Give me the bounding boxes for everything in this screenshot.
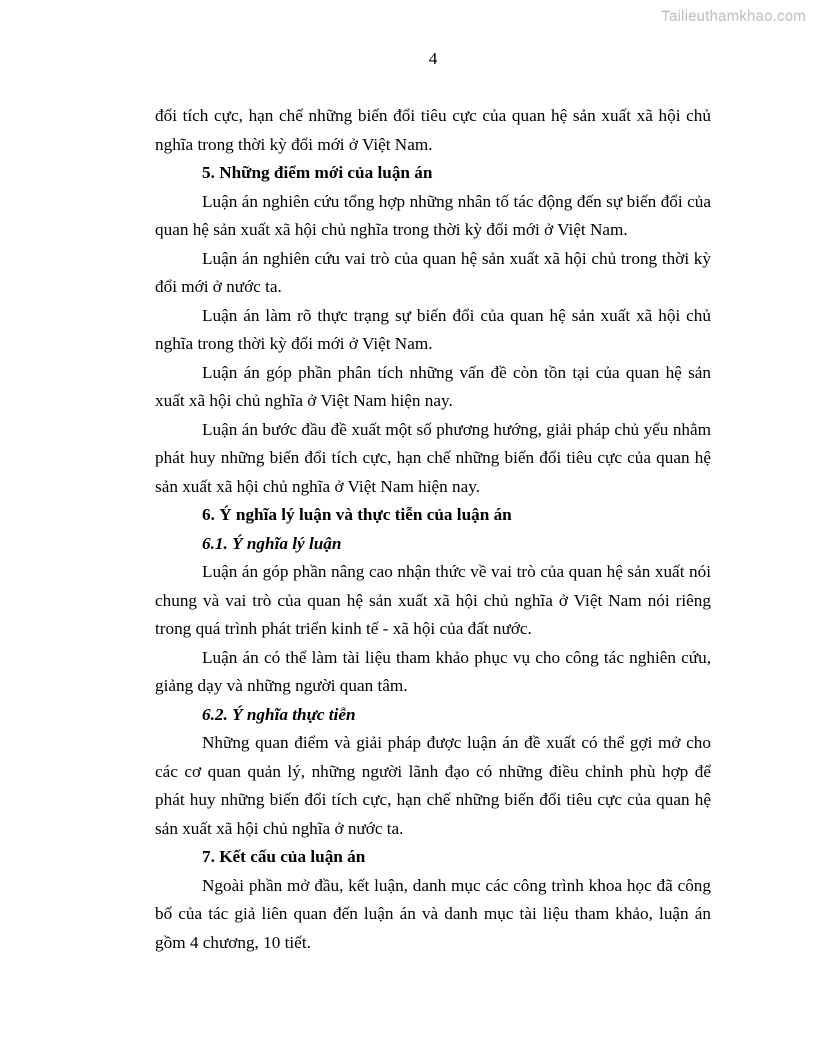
paragraph: Luận án làm rõ thực trạng sự biến đổi của quan hệ sản xuất xã hội chủ nghĩa trong thời kỳ đổi mới ở Việt Nam.	[155, 305, 711, 353]
heading-section-6-1: 6.1. Ý nghĩa lý luận	[202, 533, 342, 553]
paragraph: Luận án góp phần phân tích những vấn đề còn tồn tại của quan hệ sản xuất xã hội chủ nghĩa ở Việt Nam hiện nay.	[155, 362, 711, 410]
paragraph-continuation: đổi tích cực, hạn chế những biến đổi tiêu cực của quan hệ sản xuất xã hội chủ nghĩa trong thời kỳ đổi mới ở Việt Nam.	[155, 106, 711, 154]
paragraph: Luận án góp phần nâng cao nhận thức về vai trò của quan hệ sản xuất nói chung và vai trò của quan hệ sản xuất xã hội chủ nghĩa ở Việt Nam nói riêng trong quá trình phát triển kinh tế - xã hội của đất nước.	[155, 562, 711, 638]
heading-section-7: 7. Kết cấu của luận án	[202, 847, 366, 866]
page-number: 4	[428, 49, 438, 68]
watermark: Tailieuthamkhao.com	[661, 8, 806, 25]
heading-section-6: 6. Ý nghĩa lý luận và thực tiễn của luận án	[202, 505, 512, 524]
paragraph: Luận án có thể làm tài liệu tham khảo phục vụ cho công tác nghiên cứu, giảng dạy và những người quan tâm.	[155, 647, 711, 695]
paragraph: Luận án nghiên cứu tổng hợp những nhân tố tác động đến sự biến đổi của quan hệ sản xuất xã hội chủ nghĩa trong thời kỳ đổi mới ở Việt Nam.	[155, 191, 711, 239]
heading-section-6-2: 6.2. Ý nghĩa thực tiễn	[202, 704, 356, 724]
paragraph: Luận án nghiên cứu vai trò của quan hệ sản xuất xã hội chủ trong thời kỳ đổi mới ở nước ta.	[155, 248, 711, 296]
heading-section-5: 5. Những điểm mới của luận án	[202, 163, 433, 182]
paragraph: Luận án bước đầu đề xuất một số phương hướng, giải pháp chủ yếu nhằm phát huy những biến đổi tích cực, hạn chế những biến đổi tiêu cực của quan hệ sản xuất xã hội chủ nghĩa ở Việt Nam hiện nay.	[155, 419, 711, 496]
document-body	[155, 102, 711, 957]
document-content	[155, 45, 711, 957]
paragraph: Những quan điểm và giải pháp được luận án đề xuất có thể gợi mở cho các cơ quan quản lý, những người lãnh đạo có những điều chỉnh phù hợp để phát huy những biến đổi tích cực, hạn chế những biến đổi tiêu cực của quan hệ sản xuất xã hội chủ nghĩa ở nước ta.	[155, 733, 711, 838]
paragraph: Ngoài phần mở đầu, kết luận, danh mục các công trình khoa học đã công bố của tác giả liên quan đến luận án và danh mục tài liệu tham khảo, luận án gồm 4 chương, 10 tiết.	[155, 875, 711, 952]
